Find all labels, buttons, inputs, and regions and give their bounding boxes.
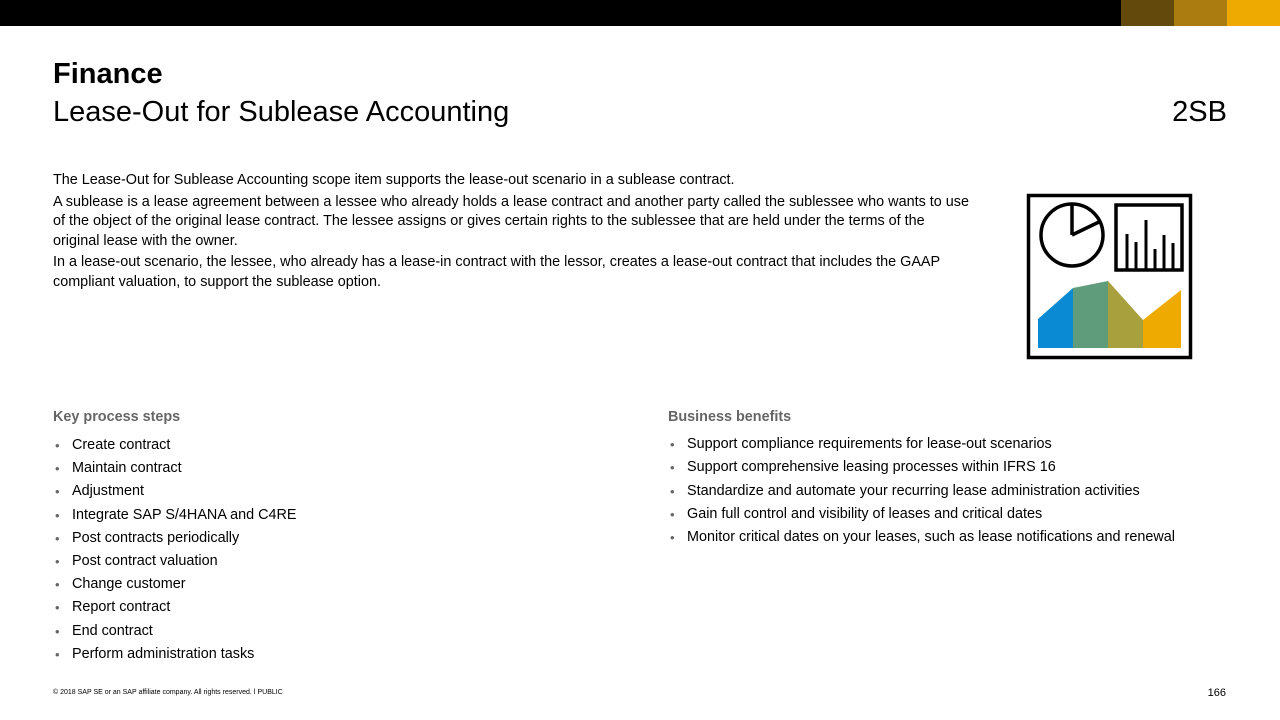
list-item: • Report contract xyxy=(53,598,613,621)
list-item: • Support compliance requirements for lease-out scenarios xyxy=(668,435,1208,454)
description-paragraph: In a lease-out scenario, the lessee, who already has a lease-in contract with the lessor, creates a lease-out contract that includes the GAAP compliant valuation, to support the sublease option. xyxy=(53,254,940,290)
scope-description xyxy=(53,171,973,294)
list-item: • Post contract valuation xyxy=(53,552,613,575)
description-paragraph: The Lease-Out for Sublease Accounting scope item supports the lease-out scenario in a sublease contract. xyxy=(53,172,735,188)
key-process-steps-list xyxy=(53,436,613,668)
list-item: • Perform administration tasks xyxy=(53,645,613,668)
brand-bar-segment-dark xyxy=(1121,0,1174,26)
description-paragraph: A sublease is a lease agreement between a lessee who already holds a lease contract and another party called the sublessee who wants to use of the object of the original lease contract. The lessee assigns or gives certain rights to the sublessee that are held under the terms of the original lease with the owner. xyxy=(53,193,969,249)
area-chart-segment xyxy=(1108,281,1143,348)
list-item: • Standardize and automate your recurring lease administration activities xyxy=(668,482,1208,501)
business-benefits-heading: Business benefits xyxy=(668,409,792,425)
list-item: • Maintain contract xyxy=(53,459,613,482)
list-item: • Change customer xyxy=(53,575,613,598)
category-title: Finance xyxy=(53,58,163,90)
list-item: • Adjustment xyxy=(53,482,613,505)
list-item: • Gain full control and visibility of leases and critical dates xyxy=(668,505,1208,524)
page-title: Lease-Out for Sublease Accounting xyxy=(53,96,510,128)
key-process-steps-heading: Key process steps xyxy=(53,409,181,425)
area-chart-segment xyxy=(1143,290,1181,348)
area-chart-segment xyxy=(1038,288,1073,348)
list-item: • Integrate SAP S/4HANA and C4RE xyxy=(53,506,613,529)
analytics-dashboard-icon xyxy=(1026,193,1193,360)
list-item: • Create contract xyxy=(53,436,613,459)
page-number: 166 xyxy=(1207,687,1226,699)
brand-bar-segment-medium xyxy=(1174,0,1227,26)
list-item: • Monitor critical dates on your leases, such as lease notifications and renewal xyxy=(668,528,1208,547)
copyright-notice: © 2018 SAP SE or an SAP affiliate company. All rights reserved. ǀ PUBLIC xyxy=(53,689,283,696)
top-brand-bar xyxy=(0,0,1280,26)
area-chart-segment xyxy=(1073,281,1108,348)
scope-item-code: 2SB xyxy=(1172,96,1227,128)
list-item: • End contract xyxy=(53,622,613,645)
list-item: • Support comprehensive leasing processes within IFRS 16 xyxy=(668,458,1208,477)
list-item: • Post contracts periodically xyxy=(53,529,613,552)
brand-bar-segment-light xyxy=(1227,0,1280,26)
business-benefits-list xyxy=(668,435,1208,551)
